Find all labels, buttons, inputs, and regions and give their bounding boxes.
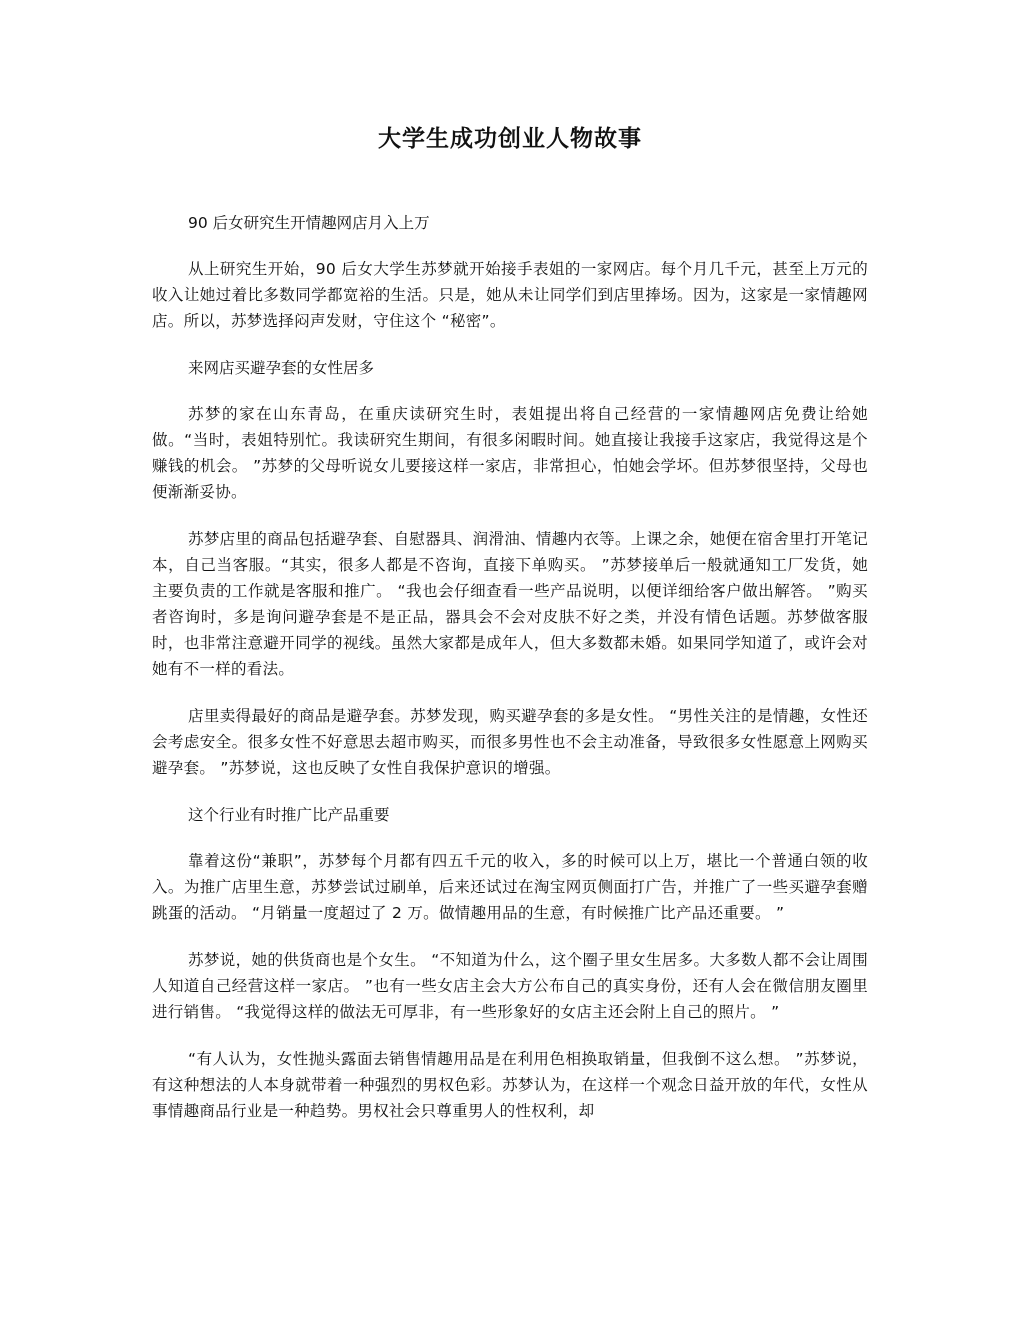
document-title: 大学生成功创业人物故事 [378,125,642,152]
paragraph: 苏梦店里的商品包括避孕套、自慰器具、润滑油、情趣内衣等。上课之余，她便在宿舍里打开笔记本，自己当客服。“其实，很多人都是不咨询，直接下单购买。 ”苏梦接单后一般就通知工厂发货，她主要负责的工作就是客服和推广。 “我也会仔细查看一些产品说明，以便详细给客户做出解答。 ”购买者咨询时，多是询问避孕套是不是正品，器具会不会对皮肤不好之类，并没有情色话题。苏梦做客服时，也非常注意避开同学的视线。虽然大家都是成年人，但大多数都未婚。如果同学知道了，或许会对她有不一样的看法。 [152,530,868,678]
document-body [152,210,868,1124]
paragraph: “有人认为，女性抛头露面去销售情趣用品是在利用色相换取销量，但我倒不这么想。 ”苏梦说，有这种想法的人本身就带着一种强烈的男权色彩。苏梦认为，在这样一个观念日益开放的年代，女性从事情趣商品行业是一种趋势。男权社会只尊重男人的性权利，却 [152,1050,868,1120]
section-heading: 来网店买避孕套的女性居多 [188,359,375,377]
section-heading: 90 后女研究生开情趣网店月入上万 [188,214,430,232]
paragraph: 店里卖得最好的商品是避孕套。苏梦发现，购买避孕套的多是女性。 “男性关注的是情趣，女性还会考虑安全。很多女性不好意思去超市购买，而很多男性也不会主动准备，导致很多女性愿意上网购买避孕套。 ”苏梦说，这也反映了女性自我保护意识的增强。 [152,707,868,777]
paragraph: 靠着这份“兼职”，苏梦每个月都有四五千元的收入，多的时候可以上万，堪比一个普通白领的收入。为推广店里生意，苏梦尝试过刷单，后来还试过在淘宝网页侧面打广告，并推广了一些买避孕套赠跳蛋的活动。 “月销量一度超过了 2 万。做情趣用品的生意，有时候推广比产品还重要。 ” [152,852,868,922]
paragraph: 苏梦的家在山东青岛，在重庆读研究生时，表姐提出将自己经营的一家情趣网店免费让给她做。“当时，表姐特别忙。我读研究生期间，有很多闲暇时间。她直接让我接手这家店，我觉得这是个赚钱的机会。 ”苏梦的父母听说女儿要接这样一家店，非常担心，怕她会学坏。但苏梦很坚持，父母也便渐渐妥协。 [152,405,868,501]
paragraph: 从上研究生开始，90 后女大学生苏梦就开始接手表姐的一家网店。每个月几千元，甚至上万元的收入让她过着比多数同学都宽裕的生活。只是，她从未让同学们到店里捧场。因为，这家是一家情趣网店。所以，苏梦选择闷声发财，守住这个 “秘密”。 [152,260,868,330]
section-heading: 这个行业有时推广比产品重要 [188,806,390,824]
paragraph: 苏梦说，她的供货商也是个女生。 “不知道为什么，这个圈子里女生居多。大多数人都不会让周围人知道自己经营这样一家店。 ”也有一些女店主会大方公布自己的真实身份，还有人会在微信朋友圈里进行销售。 “我觉得这样的做法无可厚非，有一些形象好的女店主还会附上自己的照片。 ” [152,951,868,1021]
